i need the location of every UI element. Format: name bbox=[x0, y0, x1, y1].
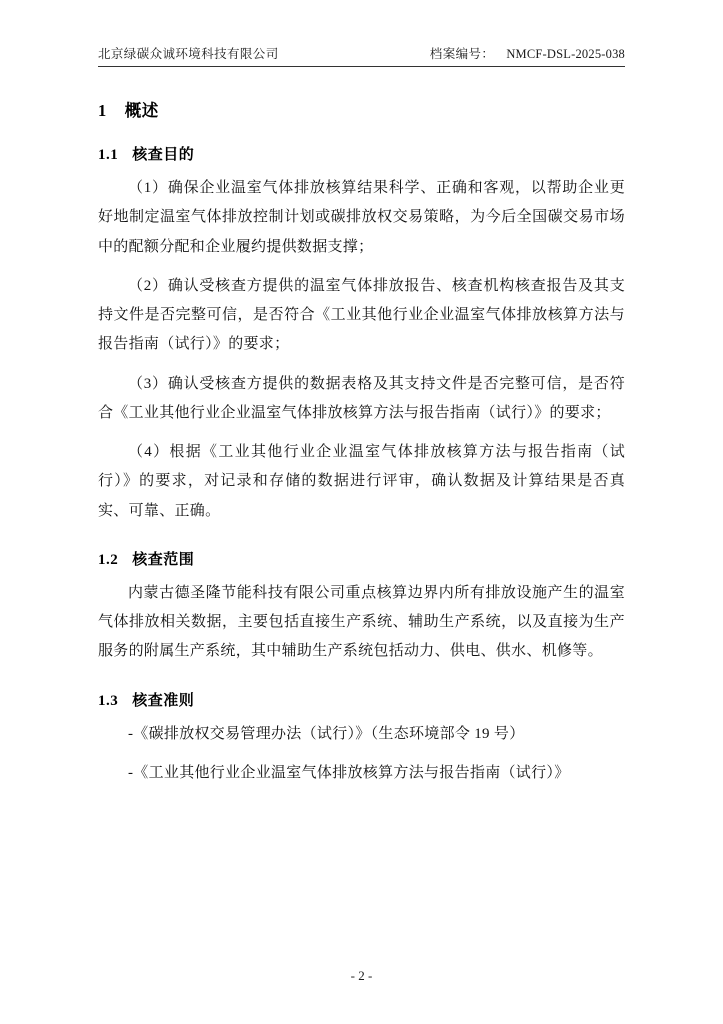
subsection-title-1-1: 核查目的 bbox=[132, 147, 195, 163]
page-footer bbox=[98, 968, 625, 984]
subsection-title-1-3: 核查准则 bbox=[132, 692, 195, 709]
subsection-heading-1-3 bbox=[98, 689, 625, 710]
list-item: -《工业其他行业企业温室气体排放核算方法与报告指南（试行）》 bbox=[128, 764, 570, 781]
page-content-area bbox=[98, 44, 625, 984]
subsection-heading-1-2 bbox=[98, 548, 625, 569]
header-company-name: 北京绿碳众诚环境科技有限公司 bbox=[98, 47, 279, 61]
header-archive-code: NMCF-DSL-2025-038 bbox=[506, 47, 625, 61]
section-number-1: 1 bbox=[98, 101, 107, 120]
paragraph: 内蒙古德圣隆节能科技有限公司重点核算边界内所有排放设施产生的温室气体排放相关数据，主要包括直接生产系统、辅助生产系统，以及直接为生产服务的附属生产系统，其中辅助生产系统包括动力、供电、供水、机修等。 bbox=[98, 584, 625, 660]
subsection-number-1-2: 1.2 bbox=[98, 551, 119, 568]
header-archive bbox=[430, 44, 625, 62]
section-title-1: 概述 bbox=[124, 101, 159, 120]
subsection-number-1-1: 1.1 bbox=[98, 147, 119, 163]
subsection-number-1-3: 1.3 bbox=[98, 692, 119, 709]
subsection-heading-1-1 bbox=[98, 143, 625, 164]
section-heading-1 bbox=[98, 97, 625, 121]
paragraph: （3）确认受核查方提供的数据表格及其支持文件是否完整可信，是否符合《工业其他行业企业温室气体排放核算方法与报告指南（试行）》的要求； bbox=[98, 375, 625, 421]
page-header bbox=[98, 44, 625, 67]
header-archive-label: 档案编号： bbox=[429, 47, 495, 61]
paragraph: （2）确认受核查方提供的温室气体排放报告、核查机构核查报告及其支持文件是否完整可信，是否符合《工业其他行业企业温室气体排放核算方法与报告指南（试行）》的要求； bbox=[98, 277, 625, 353]
page-number: - 2 - bbox=[350, 968, 373, 983]
paragraph: （4）根据《工业其他行业企业温室气体排放核算方法与报告指南（试行）》的要求，对记录和存储的数据进行评审，确认数据及计算结果是否真实、可靠、正确。 bbox=[98, 444, 625, 519]
list-item: -《碳排放权交易管理办法（试行）》（生态环境部令 19 号） bbox=[128, 725, 525, 742]
paragraph: （1）确保企业温室气体排放核算结果科学、正确和客观，以帮助企业更好地制定温室气体排放控制计划或碳排放权交易策略，为今后全国碳交易市场中的配额分配和企业履约提供数据支撑； bbox=[98, 180, 625, 255]
subsection-title-1-2: 核查范围 bbox=[132, 551, 195, 568]
